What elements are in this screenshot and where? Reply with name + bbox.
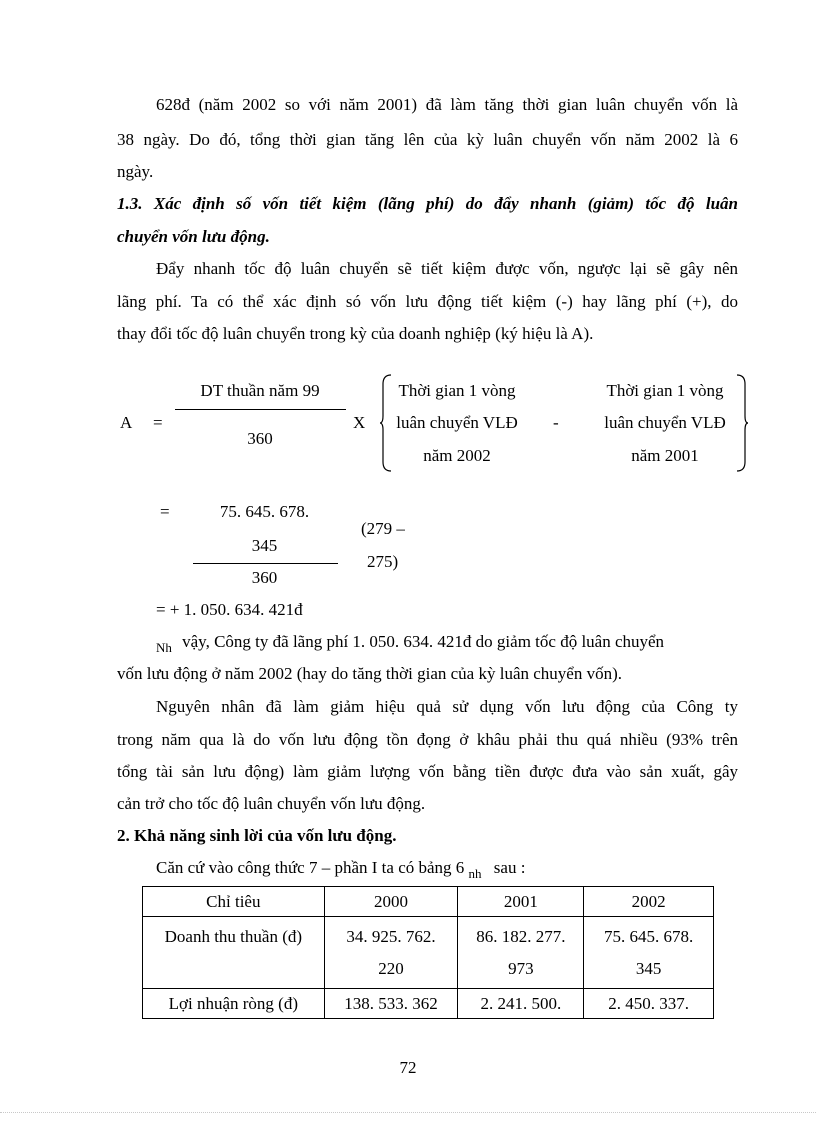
table-cell: 2. 241. 500. bbox=[458, 989, 584, 1019]
right-brace bbox=[736, 374, 748, 472]
paragraph-line: vốn lưu động ở năm 2002 (hay do tăng thời gian của kỳ luân chuyển vốn). bbox=[117, 664, 622, 683]
cell-line: 345 bbox=[635, 959, 662, 978]
formula-term-left: Thời gian 1 vòng bbox=[398, 381, 516, 400]
paragraph-line: cản trở cho tốc độ luân chuyển vốn lưu động. bbox=[117, 794, 426, 813]
cell-line: 973 bbox=[508, 959, 534, 978]
calc-parenthesis: 275) bbox=[367, 552, 399, 571]
cell-line: 86. 182. 277. bbox=[476, 927, 566, 946]
calc-numerator: 75. 645. 678. bbox=[219, 502, 310, 521]
paragraph-line: thay đổi tốc độ luân chuyển trong kỳ của doanh nghiệp (ký hiệu là A). bbox=[117, 324, 594, 343]
table-row bbox=[143, 989, 714, 1019]
calc-equals: = bbox=[160, 502, 170, 521]
section-heading: 2. Khả năng sinh lời của vốn lưu động. bbox=[117, 826, 397, 845]
table-row bbox=[143, 917, 714, 989]
formula-symbol-a: A bbox=[120, 413, 133, 432]
table-cell: 2. 450. 337. bbox=[584, 989, 714, 1019]
table-header-cell: 2002 bbox=[584, 887, 714, 917]
cell-line: 34. 925. 762. bbox=[346, 927, 436, 946]
paragraph-line: Đẩy nhanh tốc độ luân chuyển sẽ tiết kiệm được vốn, ngược lại sẽ gây nên bbox=[156, 259, 738, 278]
table-header-row bbox=[143, 887, 714, 917]
paragraph-line bbox=[156, 858, 525, 879]
calc-parenthesis: (279 – bbox=[361, 519, 405, 538]
formula-numerator: DT thuần năm 99 bbox=[200, 381, 320, 400]
formula-times: X bbox=[353, 413, 366, 432]
paragraph-line: lãng phí. Ta có thể xác định só vốn lưu động tiết kiệm (-) hay lãng phí (+), do bbox=[117, 292, 738, 311]
paragraph-line: 628đ (năm 2002 so với năm 2001) đã làm tăng thời gian luân chuyển vốn là bbox=[156, 95, 738, 114]
table-row-label: Doanh thu thuần (đ) bbox=[143, 917, 325, 989]
paragraph-line: tổng tài sản lưu động) làm giảm lượng vốn bằng tiền được đưa vào sản xuất, gây bbox=[117, 762, 738, 781]
cell-line: 75. 645. 678. bbox=[603, 927, 694, 946]
table-row-label: Lợi nhuận ròng (đ) bbox=[143, 989, 325, 1019]
paragraph-fragment: sau : bbox=[493, 858, 526, 877]
table-cell bbox=[324, 917, 458, 989]
formula-term-right: năm 2001 bbox=[631, 446, 699, 465]
table-header-cell: Chỉ tiêu bbox=[143, 887, 325, 917]
calc-numerator: 345 bbox=[251, 536, 278, 555]
table-cell bbox=[584, 917, 714, 989]
calc-result: = + 1. 050. 634. 421đ bbox=[156, 600, 303, 619]
paragraph-line: ngày. bbox=[117, 162, 154, 181]
paragraph-line bbox=[156, 632, 738, 653]
section-heading: 1.3. Xác định số vốn tiết kiệm (lãng phí) do đẩy nhanh (giảm) tốc độ luân bbox=[117, 194, 738, 213]
paragraph-fragment: vậy, Công ty đã lãng phí 1. 050. 634. 421đ do giảm tốc độ luân chuyển bbox=[182, 632, 665, 651]
formula-term-right: Thời gian 1 vòng bbox=[606, 381, 724, 400]
paragraph-line: trong năm qua là do vốn lưu động tồn đọng ở khâu phải thu quá nhiều (93% trên bbox=[117, 730, 738, 749]
formula-term-right: luân chuyển VLĐ bbox=[604, 413, 726, 432]
paragraph-line: Nguyên nhân đã làm giảm hiệu quả sử dụng vốn lưu động của Công ty bbox=[156, 697, 738, 716]
table-cell: 138. 533. 362 bbox=[324, 989, 458, 1019]
paragraph-line: 38 ngày. Do đó, tổng thời gian tăng lên của kỳ luân chuyển vốn năm 2002 là 6 bbox=[117, 130, 738, 149]
paragraph-fragment: Căn cứ vào công thức 7 – phần I ta có bảng 6 bbox=[156, 858, 465, 877]
table-cell bbox=[458, 917, 584, 989]
table-header-cell: 2000 bbox=[324, 887, 458, 917]
data-table bbox=[142, 886, 714, 1019]
page-number: 72 bbox=[399, 1058, 417, 1077]
formula-minus: - bbox=[553, 413, 559, 432]
fraction-bar bbox=[175, 409, 346, 410]
cell-line: 220 bbox=[378, 959, 404, 978]
paragraph-fragment: nh bbox=[468, 866, 482, 881]
page-edge-divider bbox=[0, 1112, 816, 1113]
formula-equals: = bbox=[153, 413, 163, 432]
formula-term-left: năm 2002 bbox=[423, 446, 491, 465]
paragraph-fragment: Nh bbox=[156, 640, 172, 655]
formula-term-left: luân chuyển VLĐ bbox=[396, 413, 518, 432]
formula-denominator: 360 bbox=[247, 429, 273, 448]
table-header-cell: 2001 bbox=[458, 887, 584, 917]
calc-denominator: 360 bbox=[251, 568, 278, 587]
fraction-bar bbox=[193, 563, 338, 564]
section-heading: chuyển vốn lưu động. bbox=[117, 227, 270, 246]
